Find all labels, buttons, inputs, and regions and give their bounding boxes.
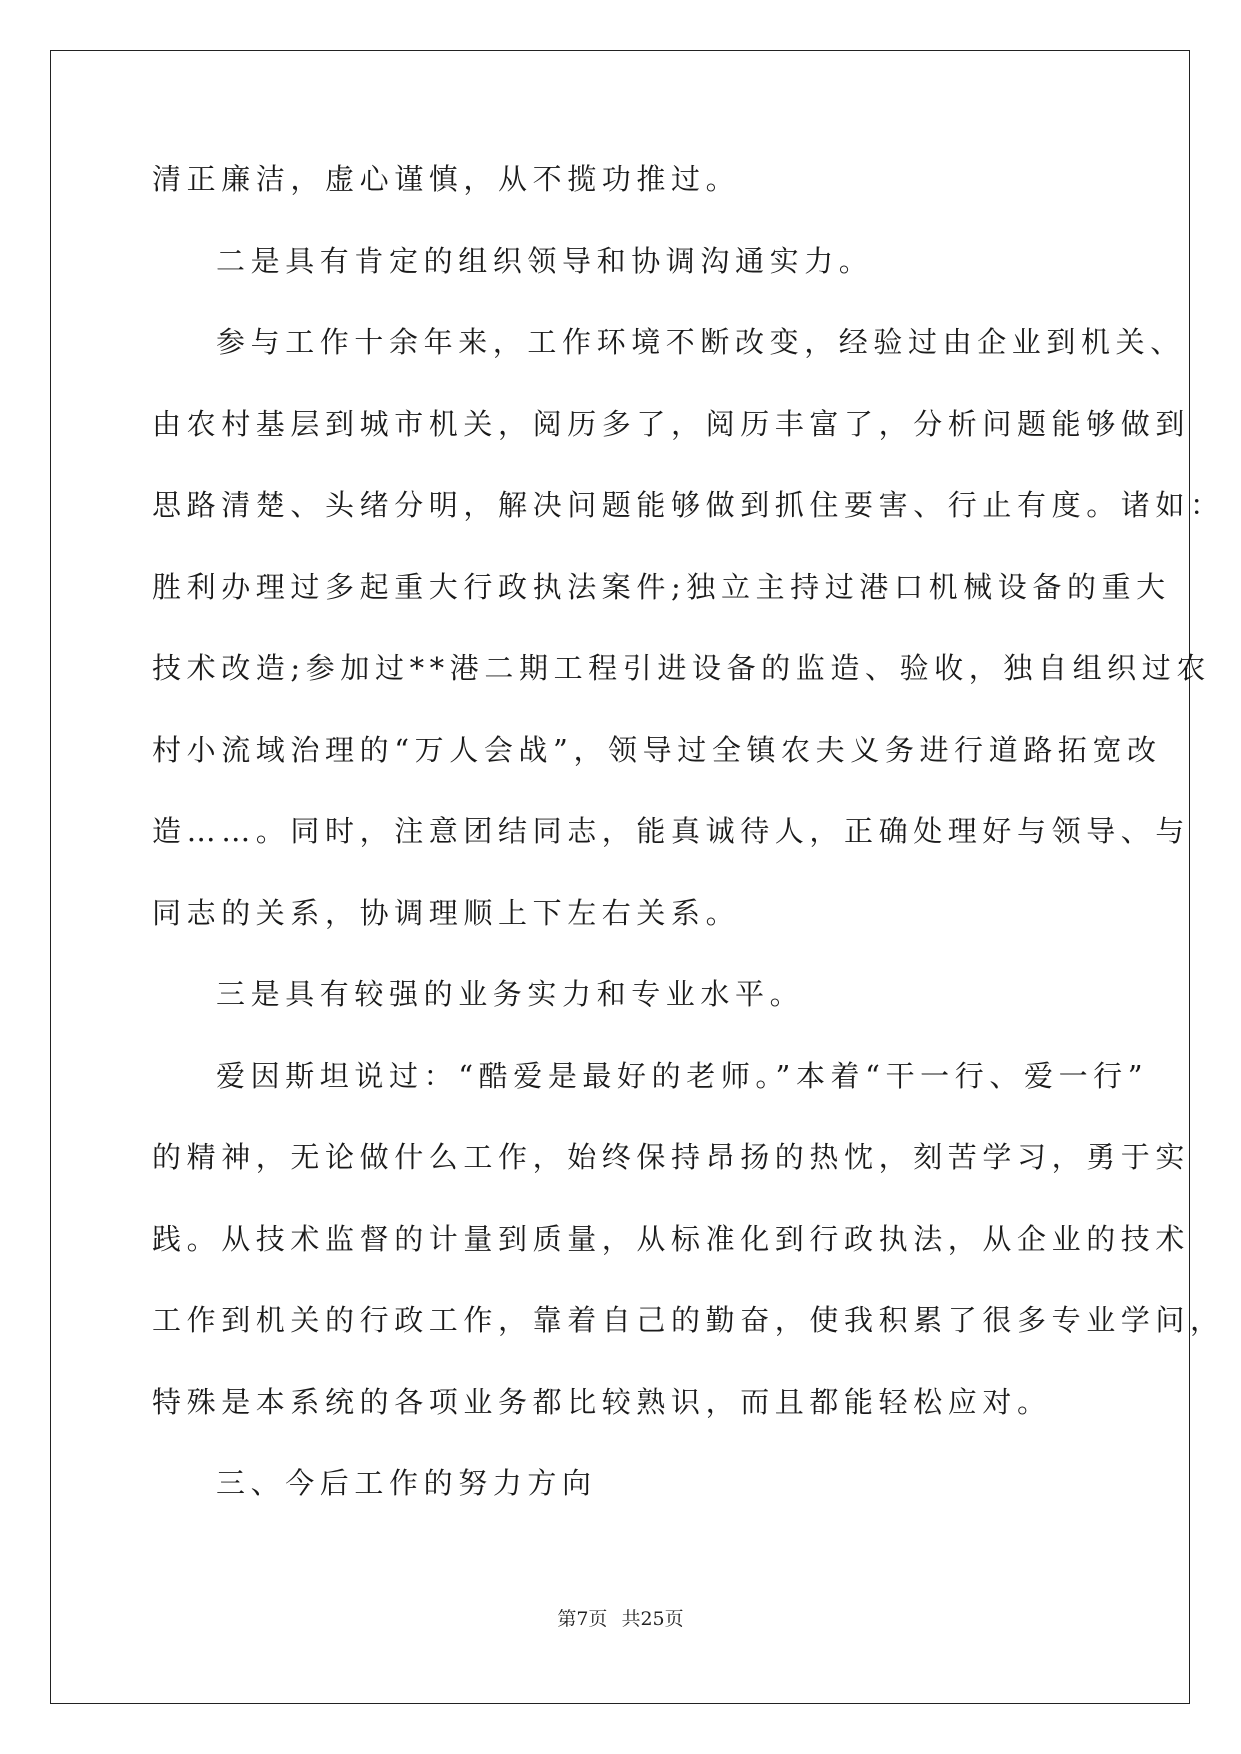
text-line: 的精神，无论做什么工作，始终保持昂扬的热忱，刻苦学习，勇于实 (152, 1140, 1191, 1174)
page-number: 第7页 (557, 1608, 608, 1630)
document-body (152, 162, 1225, 1548)
text-line: 参与工作十余年来，工作环境不断改变，经验过由企业到机关、 (216, 325, 1185, 359)
text-line: 爱因斯坦说过：“酷爱是最好的老师。”本着“干一行、爱一行” (216, 1058, 1149, 1093)
text-line: 村小流域治理的“万人会战”，领导过全镇农夫义务进行道路拓宽改 (152, 732, 1162, 767)
text-line: 造……。同时，注意团结同志，能真诚待人，正确处理好与领导、与 (152, 814, 1191, 848)
text-line: 清正廉洁，虚心谨慎，从不揽功推过。 (152, 162, 741, 196)
text-line: 三、今后工作的努力方向 (216, 1466, 597, 1500)
text-line: 践。从技术监督的计量到质量，从标准化到行政执法，从企业的技术 (152, 1221, 1191, 1256)
text-line: 由农村基层到城市机关，阅历多了，阅历丰富了，分析问题能够做到 (152, 406, 1191, 441)
text-line: 思路清楚、头绪分明，解决问题能够做到抓住要害、行止有度。诸如： (152, 488, 1225, 522)
text-line: 三是具有较强的业务实力和专业水平。 (216, 977, 805, 1011)
text-line: 技术改造;参加过**港二期工程引进设备的监造、验收，独自组织过农 (152, 651, 1211, 685)
page-footer (0, 1607, 1241, 1631)
text-line: 胜利办理过多起重大行政执法案件;独立主持过港口机械设备的重大 (152, 569, 1171, 604)
text-line: 同志的关系，协调理顺上下左右关系。 (152, 895, 741, 930)
text-line: 工作到机关的行政工作，靠着自己的勤奋，使我积累了很多专业学问， (152, 1303, 1225, 1337)
text-line: 二是具有肯定的组织领导和协调沟通实力。 (216, 243, 874, 278)
text-line: 特殊是本系统的各项业务都比较熟识，而且都能轻松应对。 (152, 1384, 1052, 1419)
page-total: 共25页 (621, 1608, 684, 1630)
